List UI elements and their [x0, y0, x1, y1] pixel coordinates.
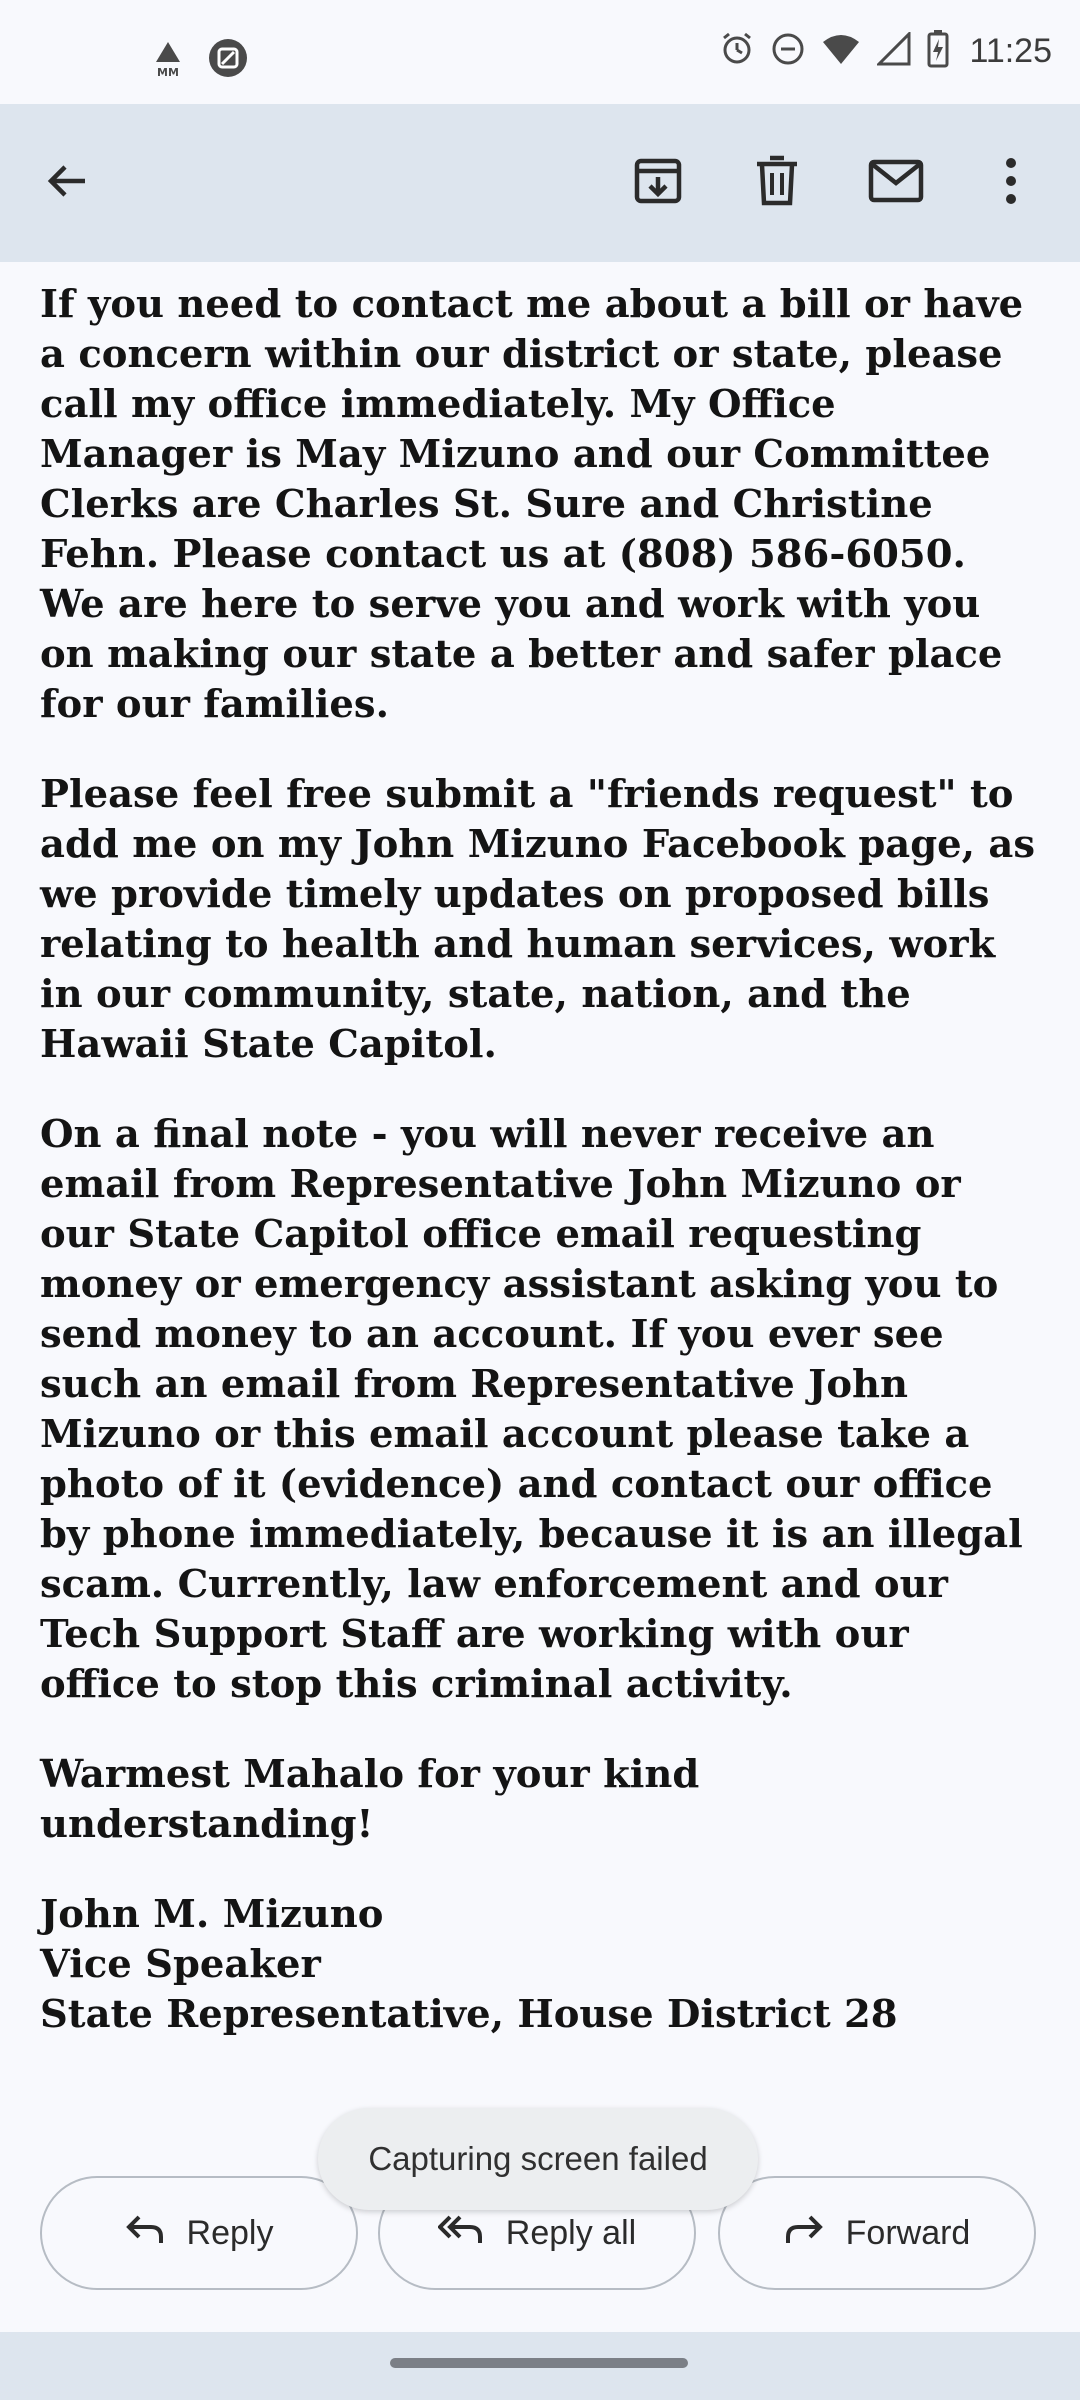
email-body: [40, 280, 1040, 2040]
delete-icon: [753, 155, 801, 212]
signature-name: John M. Mizuno: [40, 1892, 384, 1937]
reply-label: Reply: [186, 2213, 274, 2252]
back-button[interactable]: [28, 144, 106, 222]
more-options-button[interactable]: [972, 144, 1050, 222]
battery-charging-icon: [927, 30, 949, 73]
toast-message: Capturing screen failed: [318, 2108, 758, 2210]
signature-position: State Representative, House District 28: [40, 1992, 898, 2037]
mark-unread-button[interactable]: [857, 144, 935, 222]
email-toolbar: [0, 104, 1080, 262]
reply-all-label: Reply all: [505, 2213, 637, 2252]
signal-icon: [877, 32, 911, 71]
reply-all-icon: [438, 2213, 484, 2254]
email-paragraph: Please feel free submit a "friends request" to add me on my John Mizuno Facebook page, as we provide timely updates on proposed bills relating to health and human services, work in our community, state, nation, and the Hawaii State Capitol.: [40, 772, 1036, 1067]
status-bar: [0, 0, 1080, 104]
more-options-icon: [1004, 157, 1018, 210]
forward-icon: [784, 2213, 824, 2254]
forward-label: Forward: [845, 2213, 971, 2252]
status-left-icons: [150, 38, 248, 83]
mark-unread-icon: [868, 159, 924, 208]
forward-button[interactable]: [718, 2176, 1036, 2290]
screenshot-icon: [208, 38, 248, 83]
reply-button[interactable]: [40, 2176, 358, 2290]
home-gesture-handle[interactable]: [390, 2358, 688, 2368]
mm-notification-icon: [150, 38, 186, 83]
email-signature: [40, 1890, 1040, 2040]
wifi-icon: [821, 32, 861, 71]
signature-title: Vice Speaker: [40, 1942, 321, 1987]
reply-icon: [125, 2213, 165, 2254]
svg-text:MM: MM: [157, 66, 179, 78]
back-arrow-icon: [43, 157, 91, 210]
archive-icon: [632, 155, 684, 212]
status-time: 11:25: [969, 32, 1052, 70]
do-not-disturb-icon: [771, 32, 805, 71]
status-right-icons: [719, 30, 1052, 73]
email-paragraph: On a final note - you will never receive an email from Representative John Mizuno or our State Capitol office email requesting money or emergency assistant asking you to send money to an account. If you ever see such an email from Representative John Mizuno or this email account please take a photo of it (evidence) and contact our office by phone immediately, because it is an illegal scam. Currently, law enforcement and our Tech Support Staff are working with our office to stop this criminal activity.: [40, 1112, 1023, 1707]
alarm-icon: [719, 31, 755, 72]
archive-button[interactable]: [619, 144, 697, 222]
email-closing: Warmest Mahalo for your kind understanding!: [40, 1752, 700, 1847]
email-paragraph: If you need to contact me about a bill or have a concern within our district or state, please call my office immediately. My Office Manager is May Mizuno and our Committee Clerks are Charles St. Sure and Christine Fehn. Please contact us at (808) 586-6050. We are here to serve you and work with you on making our state a better and safer place for our families.: [40, 282, 1024, 727]
delete-button[interactable]: [738, 144, 816, 222]
